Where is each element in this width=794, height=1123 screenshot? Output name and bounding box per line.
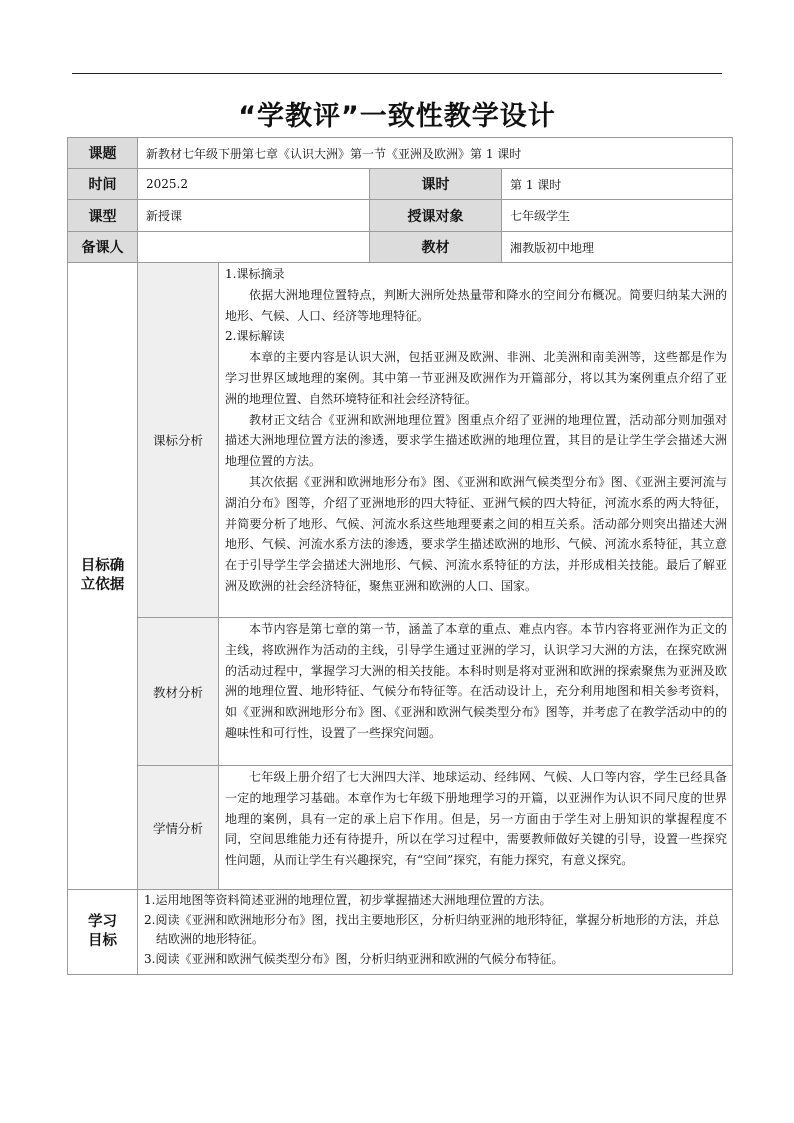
document-title: “学教评”一致性教学设计 bbox=[238, 101, 556, 132]
header-rule bbox=[72, 73, 722, 74]
curriculum-analysis-label: 课标分析 bbox=[138, 263, 219, 618]
learner-analysis-row bbox=[68, 766, 733, 890]
audience-value: 七年级学生 bbox=[502, 200, 733, 232]
preparer-value bbox=[138, 232, 370, 263]
time-label: 时间 bbox=[68, 169, 138, 200]
curriculum-heading-2: 2.课标解读 bbox=[225, 329, 285, 344]
topic-label: 课题 bbox=[68, 138, 138, 169]
learning-goals-label bbox=[68, 890, 138, 975]
curriculum-analysis-row bbox=[68, 263, 733, 618]
lesson-design-table bbox=[67, 137, 733, 975]
learning-goals-label-text: 学习目标 bbox=[88, 914, 117, 949]
learner-analysis-label: 学情分析 bbox=[138, 766, 219, 890]
learning-goals-row bbox=[68, 890, 733, 975]
period-value: 第 1 课时 bbox=[502, 169, 733, 200]
preparer-label: 备课人 bbox=[68, 232, 138, 263]
type-row bbox=[68, 200, 733, 232]
textbook-label: 教材 bbox=[370, 232, 502, 263]
time-value: 2025.2 bbox=[138, 169, 370, 200]
preparer-row bbox=[68, 232, 733, 263]
curriculum-paragraph-4: 其次依据《亚洲和欧洲地形分布》图、《亚洲和欧洲气候类型分布》图、《亚洲主要河流与湖泊分布》图等，介绍了亚洲地形的四大特征、亚洲气候的四大特征，河流水系的两大特征，并简要分析了地形、气候、河流水系这些地理要素之间的相互关系。活动部分则突出描述大洲地形、气候、河流水系方法的渗透，要求学生描述欧洲的地形、气候、河流水系特征，其立意在于引导学生学会描述大洲地形、气候、河流水系特征的方法，并形成相关技能。最后了解亚洲及欧洲的社会经济特征，聚焦亚洲和欧洲的人口、国家。 bbox=[225, 474, 728, 593]
textbook-analysis-content bbox=[219, 618, 733, 766]
learning-goal-item: 1.运用地图等资料简述亚洲的地理位置，初步掌握描述大洲地理位置的方法。 bbox=[144, 893, 552, 907]
curriculum-heading-1: 1.课标摘录 bbox=[225, 267, 285, 281]
topic-value: 新教材七年级下册第七章《认识大洲》第一节《亚洲及欧洲》第 1 课时 bbox=[138, 138, 733, 169]
audience-label: 授课对象 bbox=[370, 200, 502, 232]
basis-label bbox=[68, 263, 138, 890]
type-label: 课型 bbox=[68, 200, 138, 232]
type-value: 新授课 bbox=[138, 200, 370, 232]
curriculum-paragraph-3: 教材正文结合《亚洲和欧洲地理位置》图重点介绍了亚洲的地理位置，活动部分则加强对描述大洲地理位置方法的渗透，要求学生描述欧洲的地理位置，其目的是让学生学会描述大洲地理位置的方法。 bbox=[225, 412, 728, 469]
curriculum-paragraph-2: 本章的主要内容是认识大洲，包括亚洲及欧洲、非洲、北美洲和南美洲等，这些都是作为学习世界区域地理的案例。其中第一节亚洲及欧洲作为开篇部分，将以其为案例重点介绍了亚洲的地理位置、自然环境特征和社会经济特征。 bbox=[225, 350, 728, 406]
learning-goals-content bbox=[138, 890, 733, 975]
learning-goal-item: 2.阅读《亚洲和欧洲地形分布》图，找出主要地形区，分析归纳亚洲的地形特征，掌握分析地形的方法，并总结欧洲的地形特征。 bbox=[144, 912, 720, 947]
textbook-analysis-paragraph: 本节内容是第七章的第一节，涵盖了本章的重点、难点内容。本节内容将亚洲作为正文的主线，将欧洲作为活动的主线，引导学生通过亚洲的学习，认识学习大洲的方法，在探究欧洲的活动过程中，掌握学习大洲的相关技能。本科时则是将对亚洲和欧洲的探索聚焦为亚洲及欧洲的地理位置、地形特征、气候分布特征等。在活动设计上，充分利用地图和相关参考资料，如《亚洲和欧洲地形分布》图、《亚洲和欧洲气候类型分布》图等，并考虑了在教学活动中的的趣味性和可行性，设置了一些探究问题。 bbox=[225, 622, 728, 740]
time-row bbox=[68, 169, 733, 200]
topic-row bbox=[68, 138, 733, 169]
learner-analysis-content bbox=[219, 766, 733, 890]
period-label: 课时 bbox=[370, 169, 502, 200]
learner-analysis-paragraph: 七年级上册介绍了七大洲四大洋、地球运动、经纬网、气候、人口等内容，学生已经具备一定的地理学习基础。本章作为七年级下册地理学习的开篇，以亚洲作为认识不同尺度的世界地理的案例，具有一定的承上启下作用。但是，另一方面由于学生对上册知识的掌握程度不同，空间思维能力还有待提升，所以在学习过程中，需要教师做好关键的引导，设置一些探究性问题，从而让学生有兴趣探究，有“空间”探究，有能力探究，有意义探究。 bbox=[225, 770, 728, 868]
curriculum-analysis-content bbox=[219, 263, 733, 618]
basis-label-text: 目标确立依据 bbox=[80, 558, 125, 593]
textbook-analysis-row bbox=[68, 618, 733, 766]
learning-goal-item: 3.阅读《亚洲和欧洲气候类型分布》图，分析归纳亚洲和欧洲的气候分布特征。 bbox=[144, 951, 564, 966]
textbook-analysis-label: 教材分析 bbox=[138, 618, 219, 766]
curriculum-paragraph-1: 依据大洲地理位置特点，判断大洲所处热量带和降水的空间分布概况。简要归纳某大洲的地形、气候、人口、经济等地理特征。 bbox=[225, 287, 728, 323]
textbook-value: 湘教版初中地理 bbox=[502, 232, 733, 263]
